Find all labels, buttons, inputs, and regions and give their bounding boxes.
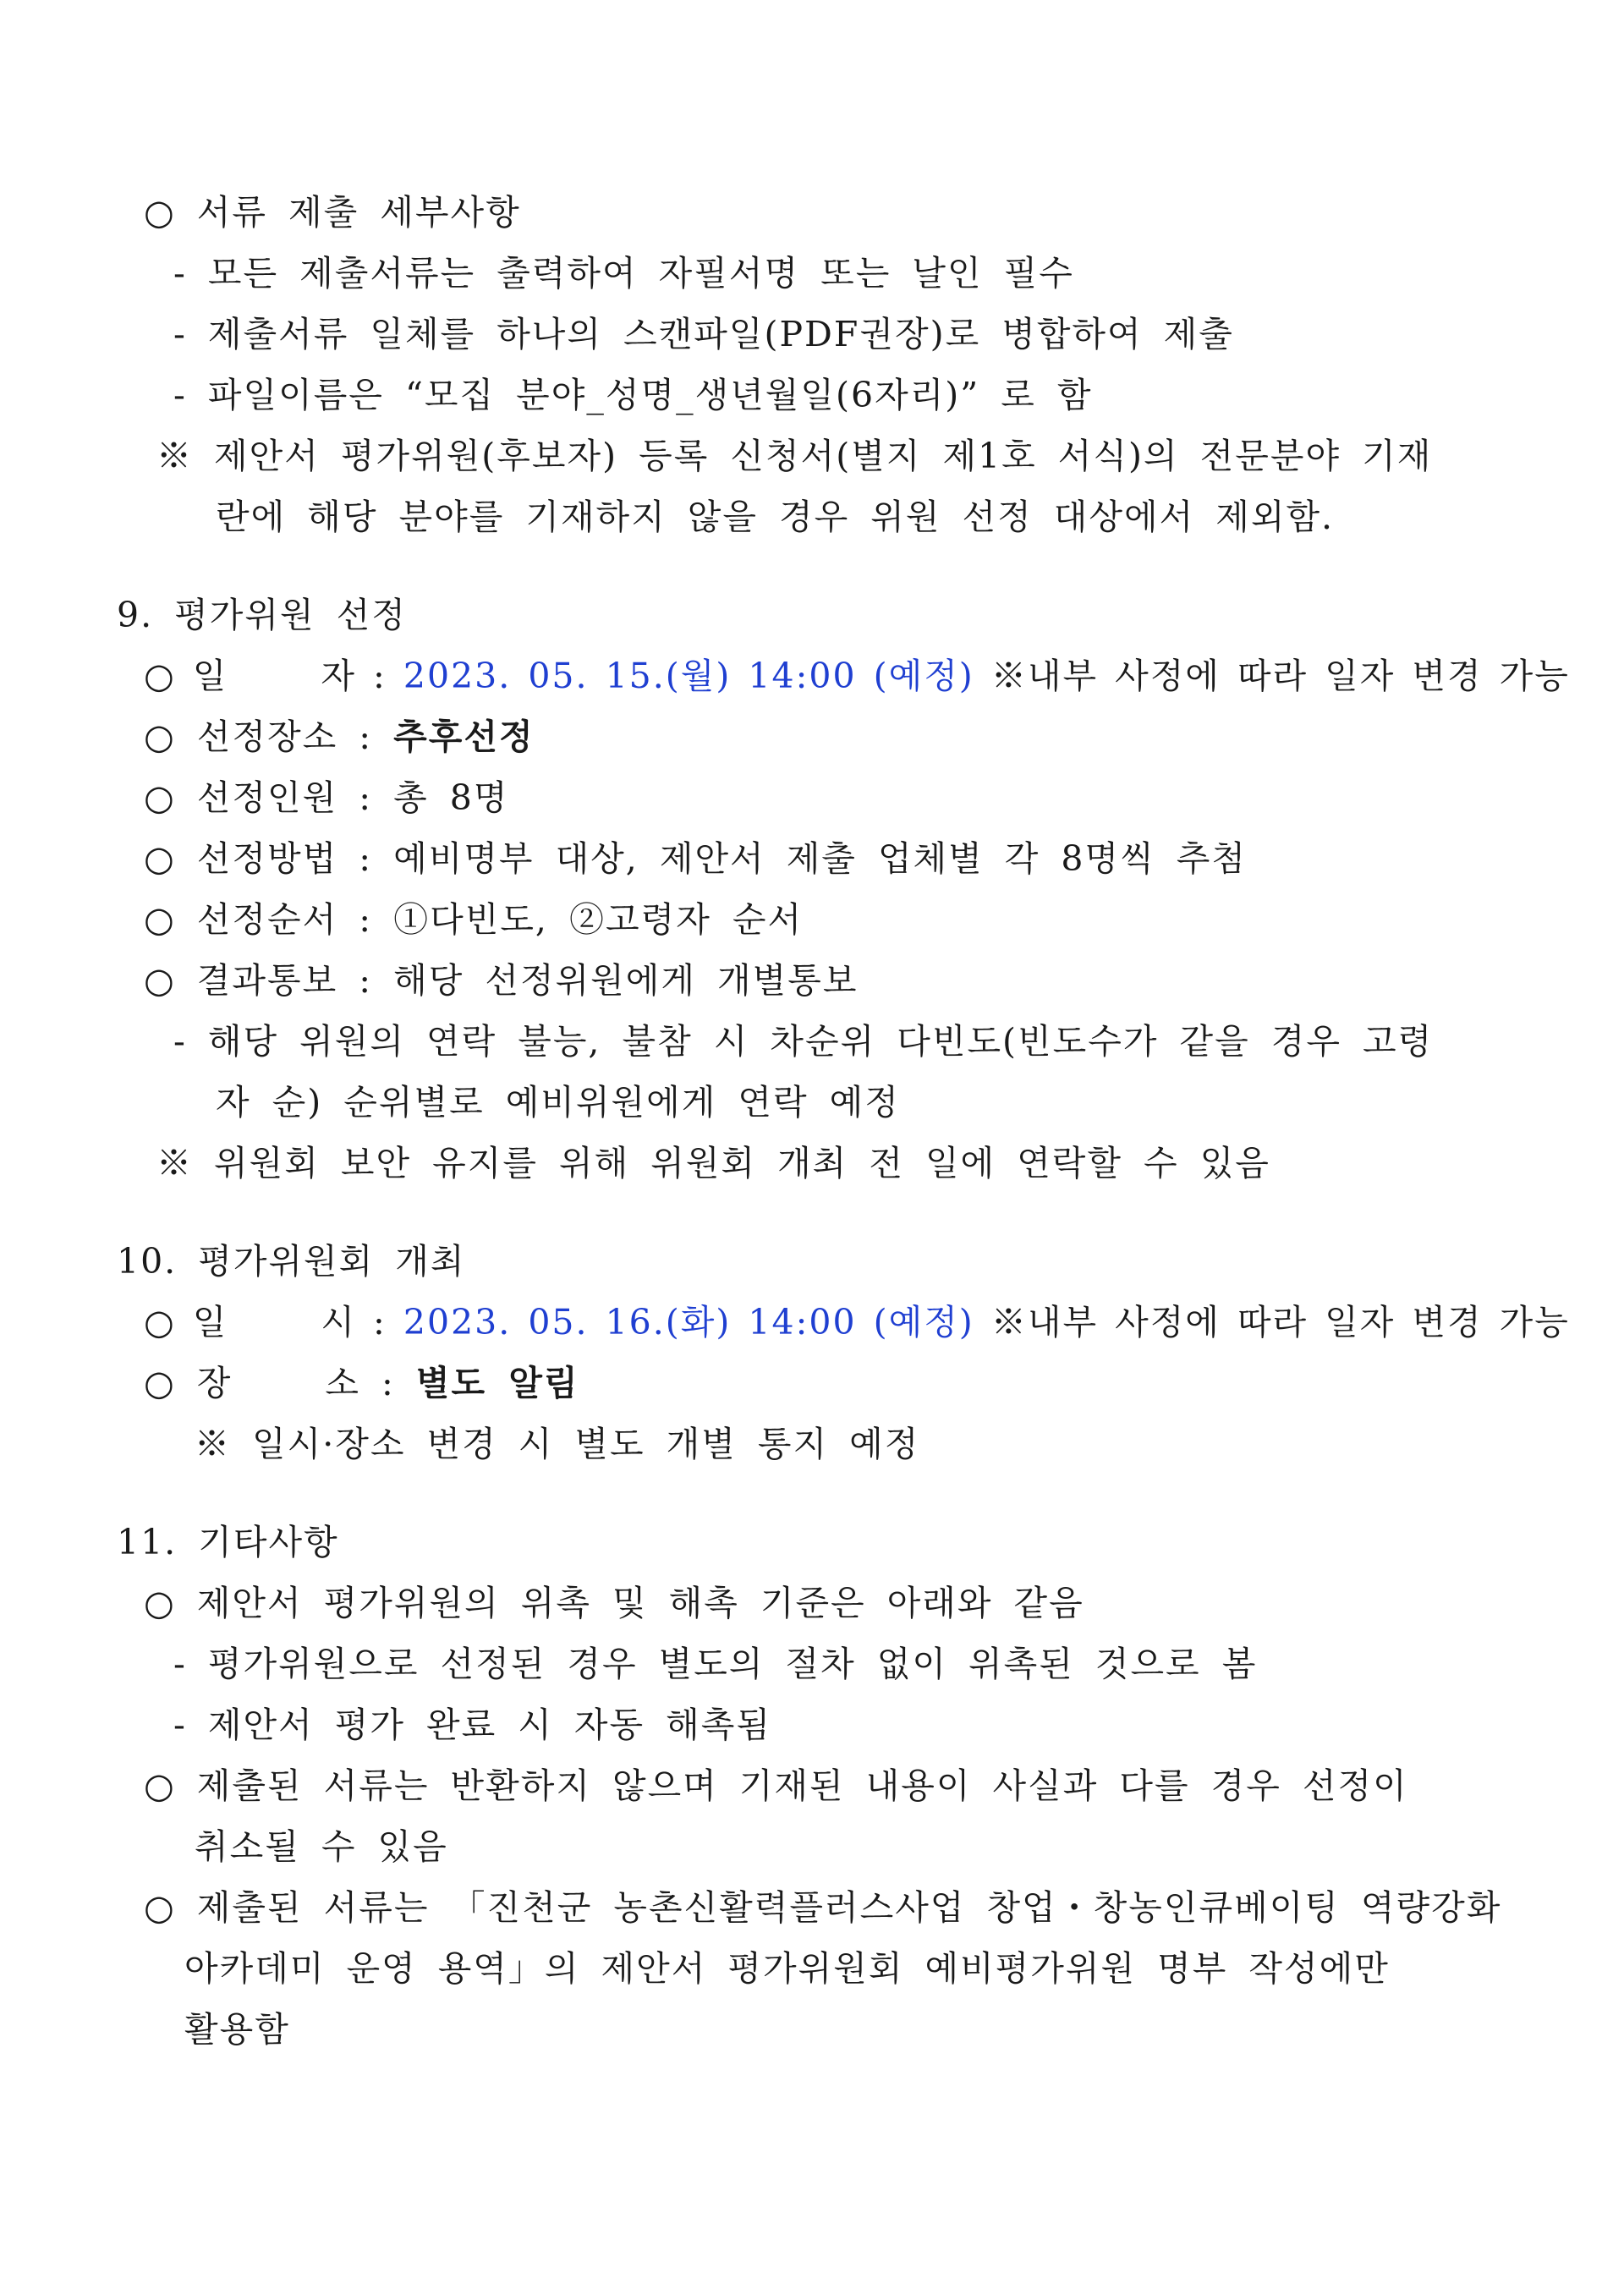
s9-place-value: 추후선정 — [393, 717, 535, 757]
s11-item1-sub2: - 제안서 평가 완료 시 자동 해촉됨 — [173, 1705, 771, 1745]
s10-place-value: 별도 알림 — [415, 1363, 579, 1403]
s11-item1-sub1: - 평가위원으로 선정된 경우 별도의 절차 없이 위촉된 것으로 봄 — [173, 1644, 1258, 1684]
s9-date-value: 2023. 05. 15.(월) 14:00 (예정) — [403, 656, 974, 696]
s11-item2-line2: 취소될 수 있음 — [195, 1826, 448, 1867]
s10-date-note: ※내부 사정에 따라 일자 변경 가능 — [990, 1302, 1570, 1342]
s11-item1: ○ 제안서 평가위원의 위촉 및 해촉 기준은 아래와 같음 — [144, 1583, 1084, 1623]
s9-place-row — [144, 714, 535, 760]
submission-details-heading: ○ 서류 제출 세부사항 — [144, 192, 521, 233]
s11-item3-line3: 활용함 — [184, 2009, 290, 2050]
s11-item3-line2: 아카데미 운영 용역」의 제안서 평가위원회 예비평가위원 명부 작성에만 — [184, 1948, 1390, 1989]
submission-bullet-signature: - 모든 제출서류는 출력하여 자필서명 또는 날인 필수 — [173, 253, 1074, 294]
s11-item2-line1: ○ 제출된 서류는 반환하지 않으며 기재된 내용이 사실과 다를 경우 선정이 — [144, 1765, 1408, 1806]
s9-date-row — [144, 653, 1570, 699]
s9-result: ○ 결과통보 : 해당 선정위원에게 개별통보 — [144, 960, 859, 1001]
submission-note-line2: 란에 해당 분야를 기재하지 않을 경우 위원 선정 대상에서 제외함. — [216, 497, 1335, 537]
s9-result-sub-line2: 자 순) 순위별로 예비위원에게 연락 예정 — [216, 1082, 900, 1123]
s9-method: ○ 선정방법 : 예비명부 대상, 제안서 제출 업체별 각 8명씩 추첨 — [144, 838, 1247, 879]
s9-date-label-a: ○ 일 — [144, 656, 228, 696]
s10-place-label-a: ○ 장 — [144, 1363, 233, 1403]
s10-date-label-b: 시 : — [321, 1302, 387, 1342]
section-11-title: 11. 기타사항 — [117, 1522, 339, 1562]
s10-date-value: 2023. 05. 16.(화) 14:00 (예정) — [403, 1302, 974, 1342]
s10-note: ※ 일시·장소 변경 시 별도 개별 통지 예정 — [195, 1424, 920, 1464]
s9-note: ※ 위원회 보안 유지를 위해 위원회 개최 전 일에 연락할 수 있음 — [156, 1143, 1270, 1183]
s9-date-note: ※내부 사정에 따라 일자 변경 가능 — [990, 656, 1570, 696]
submission-bullet-filename: - 파일이름은 “모집 분야_성명_생년월일(6자리)” 로 함 — [173, 375, 1093, 415]
s10-place-row — [144, 1360, 579, 1406]
s9-result-sub-line1: - 해당 위원의 연락 불능, 불참 시 차순위 다빈도(빈도수가 같을 경우 고령 — [173, 1021, 1434, 1062]
s11-item3-line1: ○ 제출된 서류는 「진천군 농촌신활력플러스사업 창업・창농인큐베이팅 역량강화 — [144, 1887, 1502, 1928]
s9-date-label-b: 자 : — [321, 656, 387, 696]
s10-place-label-b: 소 : — [325, 1363, 395, 1403]
submission-note-line1: ※ 제안서 평가위원(후보자) 등록 신청서(별지 제1호 서식)의 전문분야 기재 — [156, 436, 1433, 476]
s10-date-row — [144, 1299, 1570, 1345]
section-10-title: 10. 평가위원회 개최 — [117, 1241, 466, 1282]
s9-people: ○ 선정인원 : 총 8명 — [144, 777, 509, 818]
s9-order: ○ 선정순서 : ①다빈도, ②고령자 순서 — [144, 899, 804, 940]
section-9-title: 9. 평가위원 선정 — [117, 595, 407, 635]
submission-bullet-pdf: - 제출서류 일체를 하나의 스캔파일(PDF권장)로 병합하여 제출 — [173, 314, 1234, 354]
s9-place-label: ○ 선정장소 : — [144, 717, 373, 757]
s10-date-label-a: ○ 일 — [144, 1302, 228, 1342]
